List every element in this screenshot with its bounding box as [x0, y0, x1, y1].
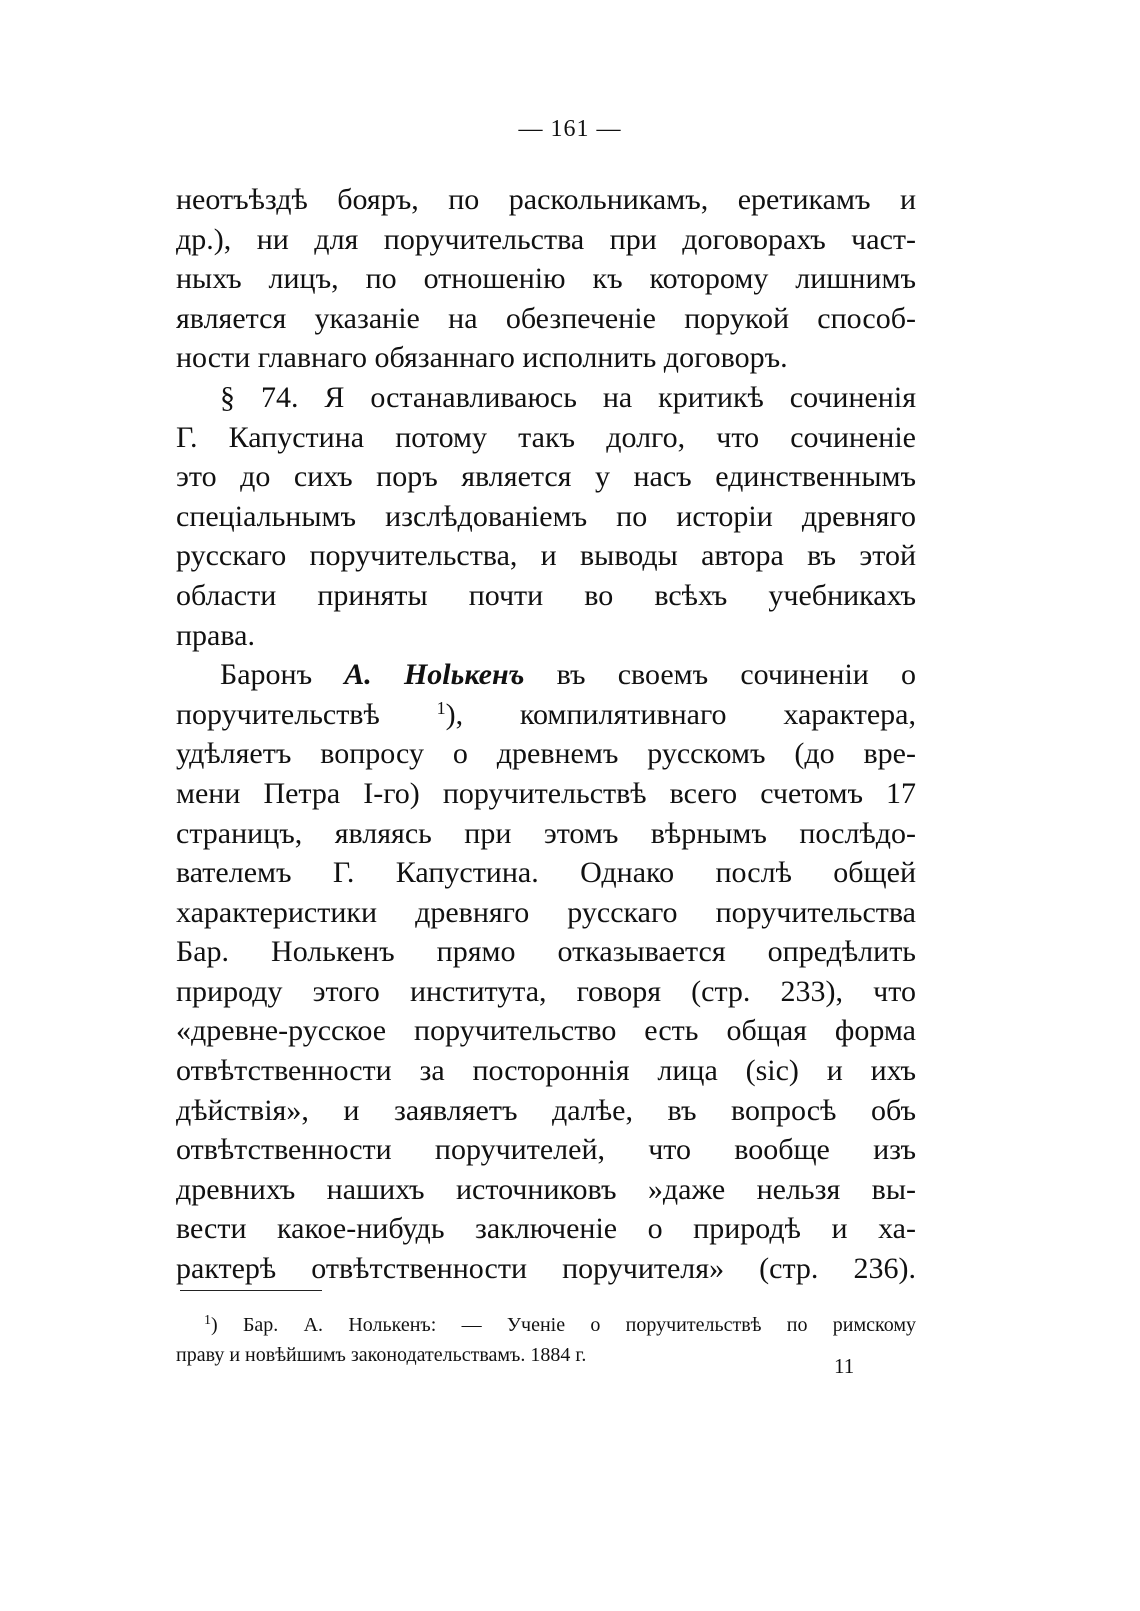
footnote-text: ) Бар. А. Нолькенъ: — Ученіе о поручительствѣ по римскому: [211, 1314, 916, 1336]
text-line: др.), ни для поручительства при договорахъ част-: [176, 222, 916, 256]
text-line: Г. Капустина потому такъ долго, что сочиненіе: [176, 420, 916, 454]
text-line: права.: [176, 618, 255, 652]
text-line: мени Петра I-го) поручительствѣ всего счетомъ 17: [176, 776, 916, 810]
text-fragment: поручительствѣ: [176, 697, 380, 731]
page-number: — 161 —: [518, 116, 622, 142]
text-line: русскаго поручительства, и выводы автора въ этой: [176, 539, 916, 573]
text-line: отвѣтственности поручителей, что вообще изъ: [176, 1133, 916, 1167]
text-fragment: въ своемъ сочиненіи о: [556, 658, 916, 692]
text-line: древнихъ нашихъ источниковъ »даже нельзя вы-: [176, 1172, 916, 1206]
section-heading-line: § 74. Я останавливаюсь на критикѣ сочиненія: [220, 380, 916, 414]
text-line: [176, 695, 916, 735]
text-line: отвѣтственности за постороннія лица (sic) и ихъ: [176, 1054, 916, 1088]
text-line: рактерѣ отвѣтственности поручителя» (стр. 236).: [176, 1252, 916, 1286]
text-line: ныхъ лицъ, по отношенію къ которому лишнимъ: [176, 262, 916, 296]
text-line: вести какое-нибудь заключеніе о природѣ и ха-: [176, 1212, 916, 1246]
text-line: «древне-русское поручительство есть общая форма: [176, 1014, 916, 1048]
text-line: неотъѣздѣ бояръ, по раскольникамъ, еретикамъ и: [176, 183, 916, 216]
text-line: природу этого института, говоря (стр. 233), что: [176, 974, 916, 1008]
text-fragment: ), компилятивнаго характера,: [445, 697, 916, 731]
text-fragment: Баронъ: [220, 658, 313, 692]
footnote-reference[interactable]: 1: [436, 697, 446, 718]
footnote: [176, 1310, 916, 1370]
text-line: является указаніе на обезпеченіе порукой способ-: [176, 301, 916, 335]
footnote-marker: 1: [204, 1313, 211, 1328]
text-line: области приняты почти во всѣхъ учебникахъ: [176, 578, 916, 612]
author-name: А. Ноlькенъ: [344, 658, 525, 692]
signature-mark: 11: [834, 1354, 855, 1378]
text-line: характеристики древняго русскаго поручительства: [176, 895, 916, 929]
footnote-line: [176, 1310, 916, 1340]
text-line: страницъ, являясь при этомъ вѣрнымъ послѣдо-: [176, 816, 916, 850]
text-line: спеціальнымъ изслѣдованіемъ по исторіи древняго: [176, 499, 916, 533]
text-line: вателемъ Г. Капустина. Однако послѣ общей: [176, 856, 916, 890]
text-line: это до сихъ поръ является у насъ единственнымъ: [176, 460, 916, 494]
text-line: удѣляетъ вопросу о древнемъ русскомъ (до вре-: [176, 737, 916, 771]
footnote-divider: [180, 1290, 322, 1291]
text-line: дѣйствія», и заявляетъ далѣе, въ вопросѣ объ: [176, 1093, 916, 1127]
text-line: Бар. Нолькенъ прямо отказывается опредѣлить: [176, 935, 916, 969]
paragraph-start-line: [176, 655, 916, 695]
text-line: ности главнаго обязаннаго исполнить договоръ.: [176, 341, 788, 375]
body-text: [176, 180, 916, 1289]
footnote-line: праву и новѣйшимъ законодательствамъ. 1884 г.: [176, 1344, 587, 1366]
